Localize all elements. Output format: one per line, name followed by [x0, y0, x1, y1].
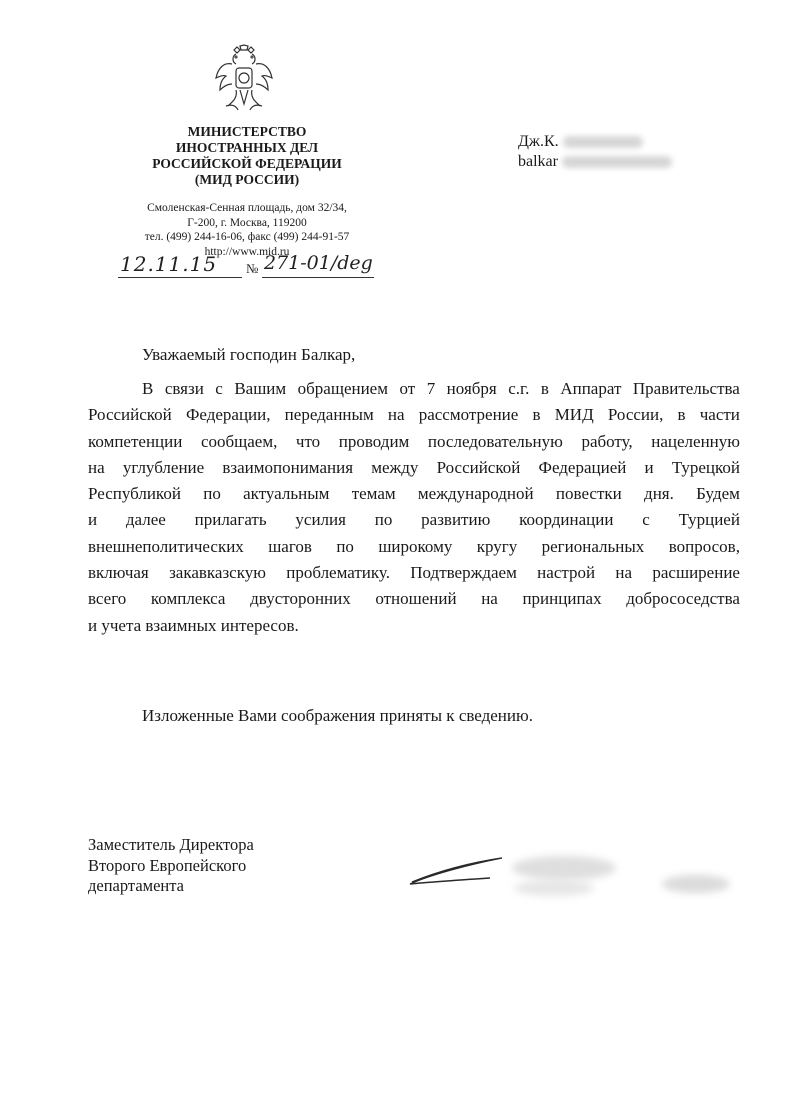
registration-date: 12.11.15 [120, 252, 218, 276]
recipient-email: balkar [518, 153, 558, 170]
ministry-name [124, 124, 370, 188]
redacted-name [563, 136, 643, 148]
letter-body [88, 376, 740, 639]
body-line: В связи с Вашим обращением от 7 ноября с.г. в Аппарат Правительства [142, 379, 740, 398]
recipient-name: Дж.К. [518, 133, 559, 150]
ministry-line: МИНИСТЕРСТВО [187, 124, 307, 139]
date-underline [118, 277, 242, 278]
body-line: Республикой по актуальным темам международной повестки дня. Будем [88, 484, 740, 504]
signatory-line: Второго Европейского [88, 855, 247, 875]
registration-number: 271-01/deg [264, 252, 373, 274]
body-line: на углубление взаимопонимания между Российской Федерацией и Турецкой [88, 457, 740, 477]
ministry-line: ИНОСТРАННЫХ ДЕЛ [175, 140, 319, 155]
body-line: внешнеполитических шагов по широкому кругу региональных вопросов, [88, 536, 740, 556]
recipient-block [518, 132, 672, 172]
signatory-line: департамента [88, 876, 184, 895]
redacted-email [562, 156, 672, 168]
signatory-line: Заместитель Директора [88, 835, 254, 854]
signatory-title [88, 835, 254, 897]
address-line: Г-200, г. Москва, 119200 [187, 216, 307, 229]
registration-number-label: № [246, 261, 259, 276]
address-line: тел. (499) 244-16-06, факс (499) 244-91-57 [144, 231, 350, 243]
ministry-line: РОССИЙСКОЙ ФЕДЕРАЦИИ [152, 156, 342, 171]
body-line: и далее прилагать усилия по развитию координации с Турцией [88, 510, 740, 530]
closing-line: Изложенные Вами соображения приняты к сведению. [142, 706, 533, 725]
website-link: http://www.mid.ru [204, 245, 290, 258]
body-line: и учета взаимных интересов. [88, 615, 299, 635]
address-line: Смоленская-Сенная площадь, дом 32/34, [147, 202, 347, 214]
body-line: Российской Федерации, переданным на рассмотрение в МИД России, в части [88, 405, 740, 425]
signature-icon [404, 846, 734, 906]
number-underline [262, 277, 374, 278]
body-line: всего комплекса двусторонних отношений на принципах добрососедства [88, 589, 740, 609]
double-headed-eagle-icon [212, 44, 276, 116]
body-line: включая закавказскую проблематику. Подтверждаем настрой на расширение [88, 563, 740, 583]
registration-line [118, 250, 378, 290]
salutation: Уважаемый господин Балкар, [142, 345, 356, 364]
body-line: компетенции сообщаем, что проводим последовательную работу, нацеленную [88, 431, 740, 451]
ministry-line: (МИД РОССИИ) [194, 172, 300, 187]
